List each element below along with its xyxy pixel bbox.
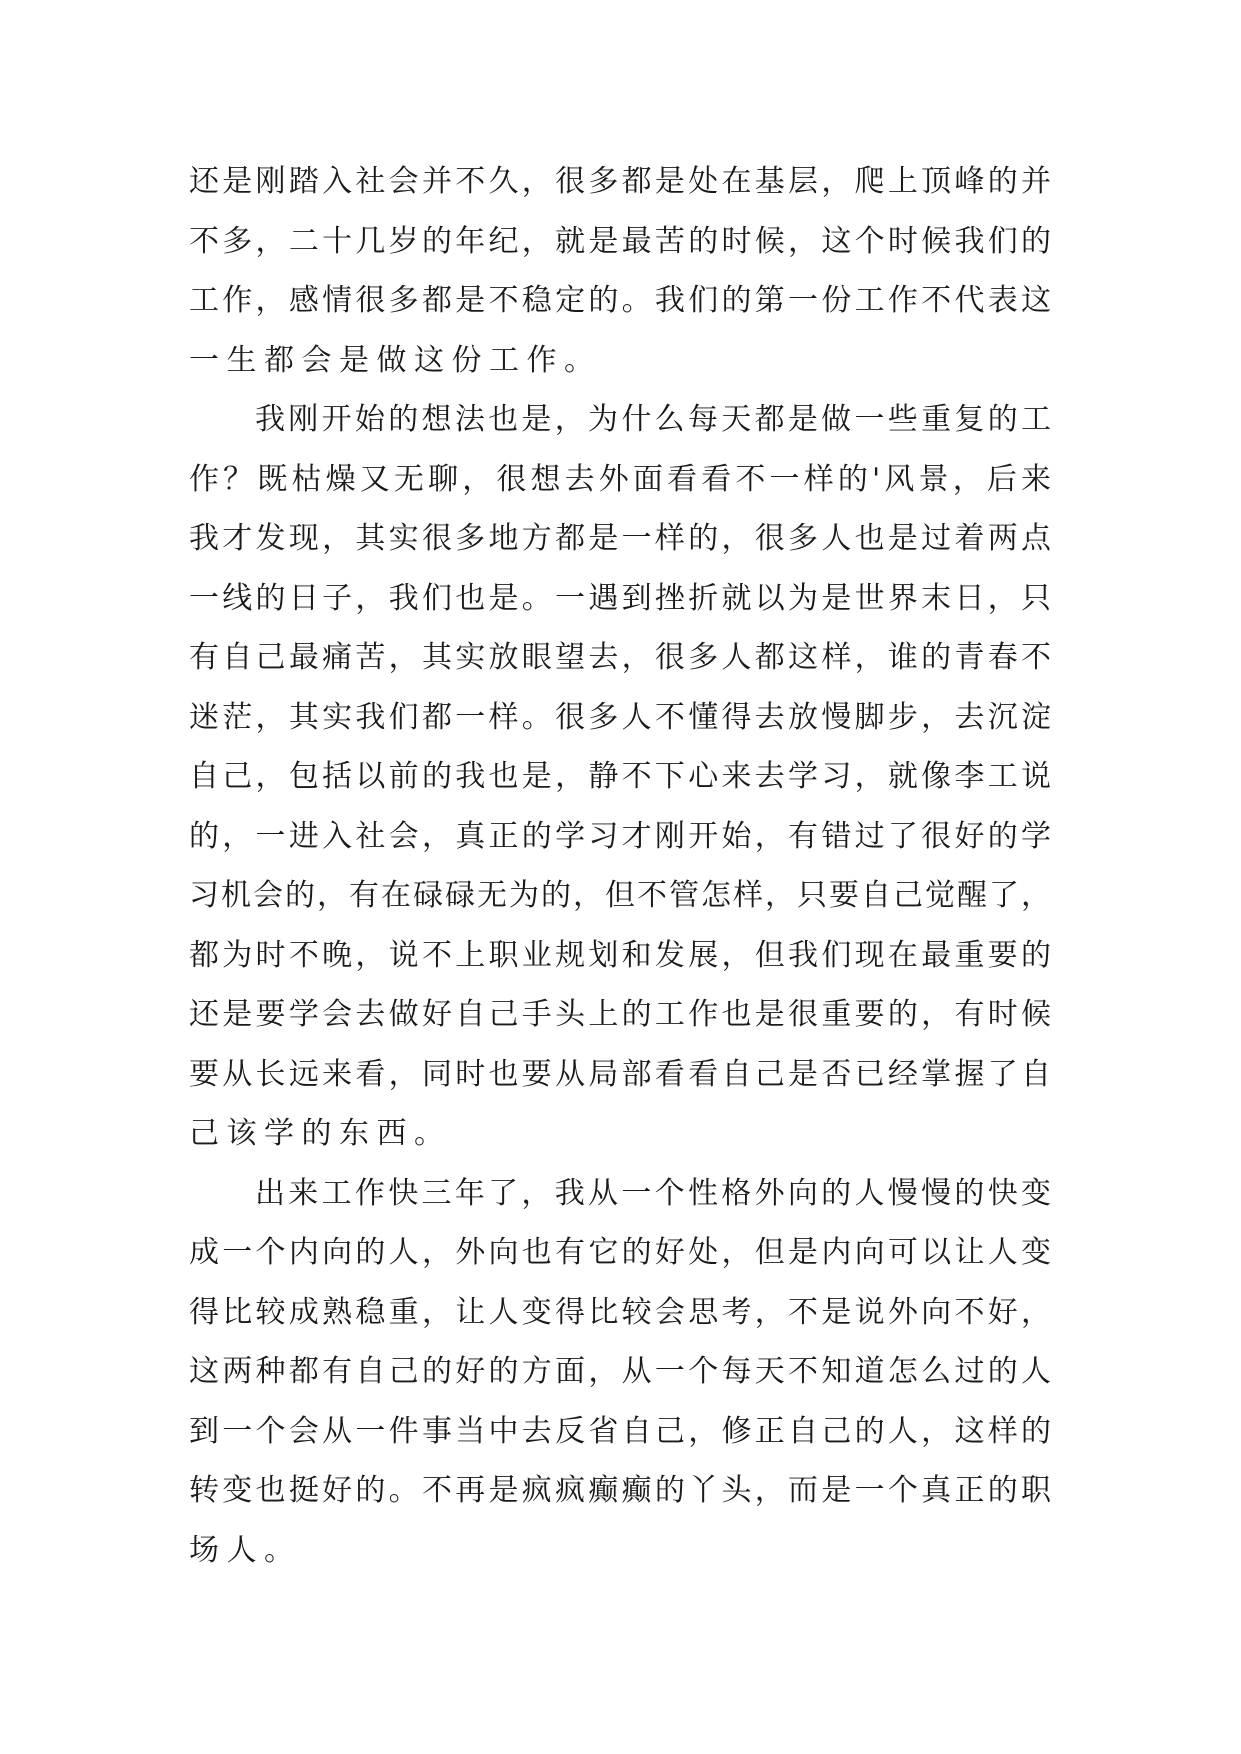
paragraph-line: 的，一进入社会，真正的学习才刚开始，有错过了很好的学: [189, 818, 1051, 854]
paragraph-line: 得比较成熟稳重，让人变得比较会思考，不是说外向不好，: [189, 1294, 1051, 1330]
paragraph-line: 工作，感情很多都是不稳定的。我们的第一份工作不代表这: [189, 283, 1051, 318]
paragraph-line: 都为时不晚，说不上职业规划和发展，但我们现在最重要的: [189, 937, 1051, 973]
paragraph-line: 一线的日子，我们也是。一遇到挫折就以为是世界末日，只: [189, 580, 1051, 616]
paragraph-line-first: 出来工作快三年了，我从一个性格外向的人慢慢的快变: [255, 1175, 1051, 1211]
paragraph-line-first: 我刚开始的想法也是，为什么每天都是做一些重复的工: [255, 402, 1051, 437]
paragraph-line: 到一个会从一件事当中去反省自己，修正自己的人，这样的: [189, 1413, 1051, 1449]
paragraph-line: 要从长远来看，同时也要从局部看看自己是否已经掌握了自: [189, 1056, 1051, 1092]
paragraph-line-last: 场人。: [189, 1532, 302, 1568]
paragraph-line: 习机会的，有在碌碌无为的，但不管怎样，只要自己觉醒了，: [189, 878, 1051, 913]
paragraph-line: 不多，二十几岁的年纪，就是最苦的时候，这个时候我们的: [189, 223, 1051, 259]
paragraph-line: 这两种都有自己的好的方面，从一个每天不知道怎么过的人: [189, 1354, 1051, 1389]
paragraph-line: 自己，包括以前的我也是，静不下心来去学习，就像李工说: [189, 759, 1051, 794]
paragraph-line: 转变也挺好的。不再是疯疯癫癫的丫头，而是一个真正的职: [189, 1473, 1051, 1508]
paragraph-line: 我才发现，其实很多地方都是一样的，很多人也是过着两点: [189, 521, 1051, 556]
paragraph-line: 作？既枯燥又无聊，很想去外面看看不一样的'风景，后来: [189, 461, 1051, 497]
paragraph-3: [189, 1164, 1051, 1581]
paragraph-line: 还是要学会去做好自己手头上的工作也是很重要的，有时候: [189, 997, 1051, 1032]
paragraph-line: 有自己最痛苦，其实放眼望去，很多人都这样，谁的青春不: [189, 640, 1051, 675]
paragraph-2: [189, 390, 1051, 1164]
paragraph-line: 还是刚踏入社会并不久，很多都是处在基层，爬上顶峰的并: [189, 164, 1051, 199]
paragraph-line-last: 一生都会是做这份工作。: [189, 342, 602, 378]
paragraph-line: 成一个内向的人，外向也有它的好处，但是内向可以让人变: [189, 1235, 1051, 1270]
document-body: [189, 152, 1051, 1580]
paragraph-line: 迷茫，其实我们都一样。很多人不懂得去放慢脚步，去沉淀: [189, 699, 1051, 735]
paragraph-1: [189, 152, 1051, 390]
paragraph-line-last: 己该学的东西。: [189, 1116, 452, 1151]
